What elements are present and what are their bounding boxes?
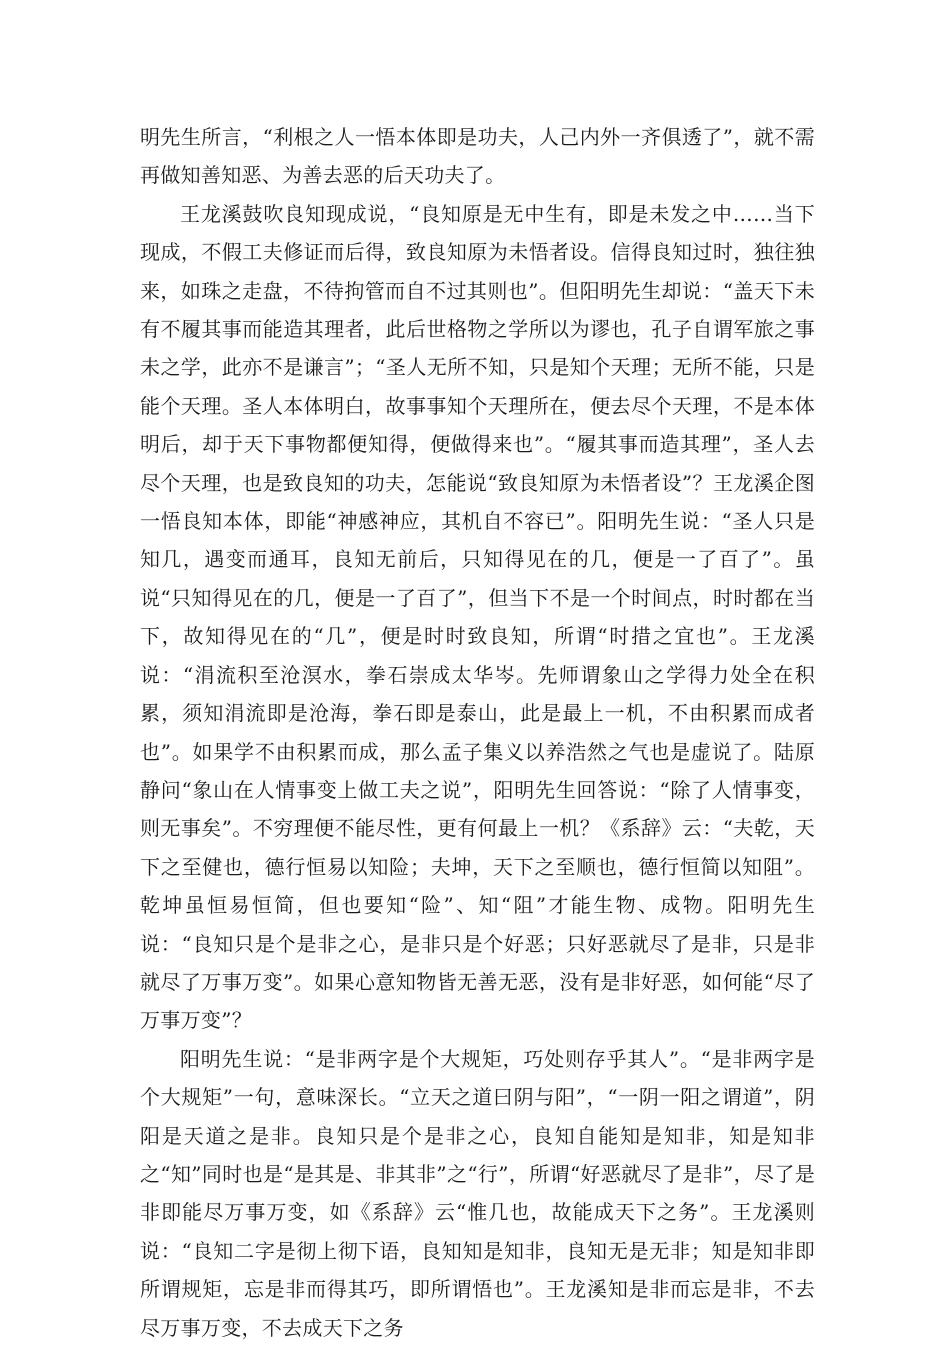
paragraph-2: 王龙溪鼓吹良知现成说，“良知原是无中生有，即是未发之中……当下现成，不假工夫修证而后得，致良知原为未悟者设。信得良知过时，独往独来，如珠之走盘，不待拘管而自不过其则也”。但阳明先生却说：“盖天下未有不履其事而能造其理者，此后世格物之学所以为谬也，孔子自谓军旅之事未之学，此亦不是谦言”；“圣人无所不知，只是知个天理；无所不能，只是能个天理。圣人本体明白，故事事知个天理所在，便去尽个天理，不是本体明后，却于天下事物都便知得，便做得来也”。“履其事而造其理”，圣人去尽个天理，也是致良知的功夫，怎能说“致良知原为未悟者设”？王龙溪企图一悟良知本体，即能“神感神应，其机自不容已”。阳明先生说：“圣人只是知几，遇变而通耳，良知无前后，只知得见在的几，便是一了百了”。虽说“只知得见在的几，便是一了百了”，但当下不是一个时间点，时时都在当下，故知得见在的“几”，便是时时致良知，所谓“时措之宜也”。王龙溪说：“涓流积至沧溟水，拳石崇成太华岑。先师谓象山之学得力处全在积累，须知涓流即是沧海，拳石即是泰山，此是最上一机，不由积累而成者也”。如果学不由积累而成，那么孟子集义以养浩然之气也是虚说了。陆原静问“象山在人情事变上做工夫之说”，阳明先生回答说：“除了人情事变，则无事矣”。不穷理便不能尽性，更有何最上一机？《系辞》云：“夫乾，天下之至健也，德行恒易以知险；夫坤，天下之至顺也，德行恒简以知阻”。乾坤虽恒易恒简，但也要知“险”、知“阻”才能生物、成物。阳明先生说：“良知只是个是非之心，是非只是个好恶；只好恶就尽了是非，只是非就尽了万事万变”。如果心意知物皆无善无恶，没有是非好恶，如何能“尽了万事万变”？ [140, 201, 815, 1033]
paragraph-3: 阳明先生说：“是非两字是个大规矩，巧处则存乎其人”。“是非两字是个大规矩”一句，意味深长。“立天之道曰阴与阳”，“一阴一阳之谓道”，阴阳是天道之是非。良知只是个是非之心，良知自能知是知非，知是知非之“知”同时也是“是其是、非其非”之“行”，所谓“好恶就尽了是非”，尽了是非即能尽万事万变，如《系辞》云“惟几也，故能成天下之务”。王龙溪则说：“良知二字是彻上彻下语，良知知是知非，良知无是无非；知是知非即所谓规矩，忘是非而得其巧，即所谓悟也”。王龙溪知是非而忘是非，不去尽万事万变，不去成天下之务 [140, 1046, 815, 1340]
paragraph-1: 明先生所言，“利根之人一悟本体即是功夫，人己内外一齐俱透了”，就不需再做知善知恶、为善去恶的后天功夫了。 [140, 125, 815, 188]
document-body [140, 118, 815, 1347]
